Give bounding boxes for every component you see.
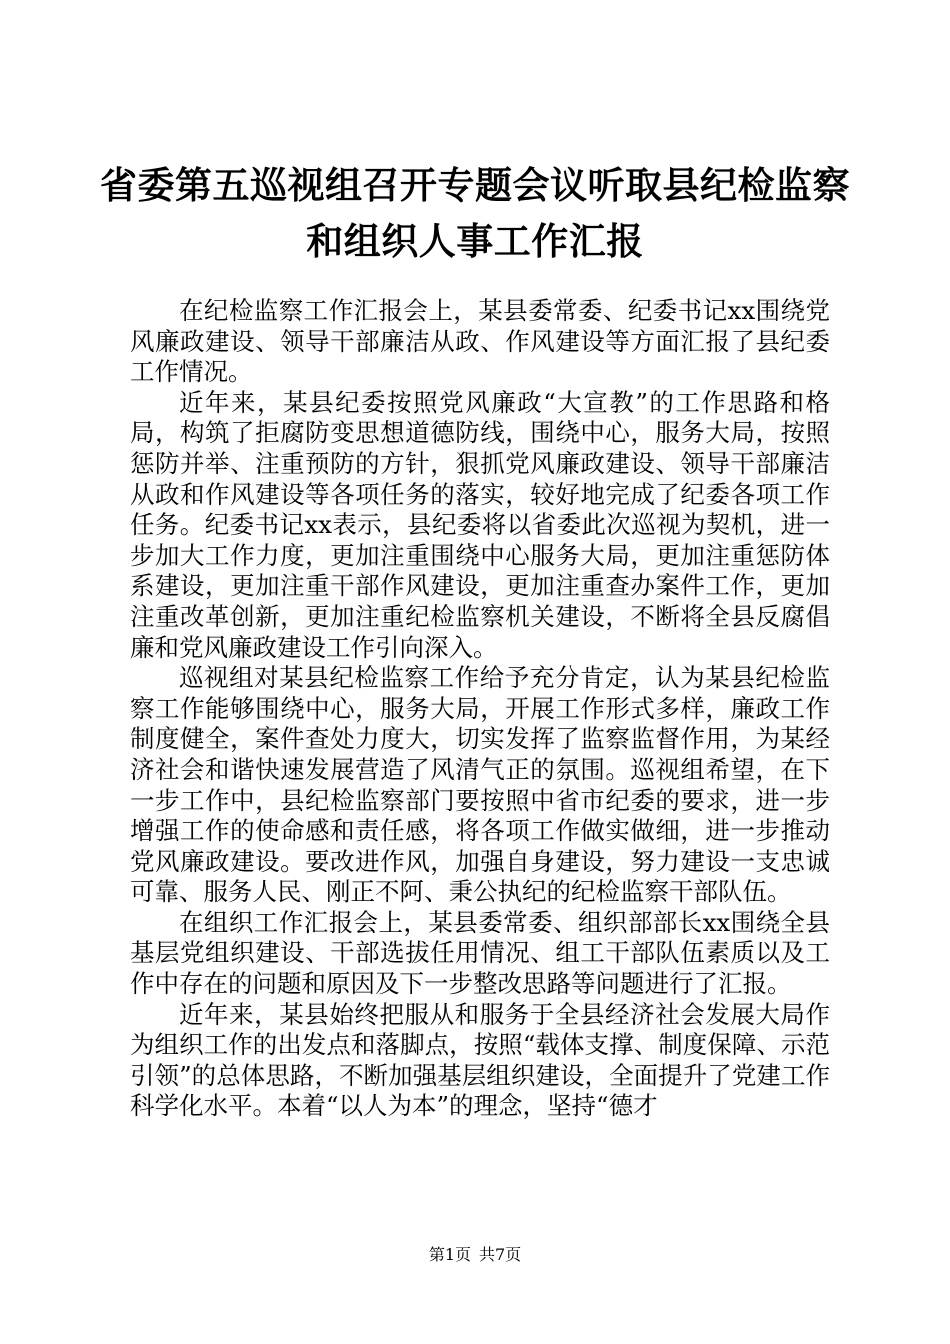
page-footer [0, 1245, 950, 1265]
document-title-line-1: 省委第五巡视组召开专题会议听取县纪检监察 [100, 164, 850, 207]
document-body [130, 296, 830, 1122]
paragraph: 近年来，某县纪委按照党风廉政“大宣教”的工作思路和格局，构筑了拒腐防变思想道德防线，围绕中心，服务大局，按照惩防并举、注重预防的方针，狠抓党风廉政建设、领导干部廉洁从政和作风建设等各项任务的落实，较好地完成了纪委各项工作任务。纪委书记xx表示，县纪委将以省委此次巡视为契机，进一步加大工作力度，更加注重围绕中心服务大局，更加注重惩防体系建设，更加注重干部作风建设，更加注重查办案件工作，更加注重改革创新，更加注重纪检监察机关建设，不断将全县反腐倡廉和党风廉政建设工作引向深入。 [130, 387, 830, 662]
paragraph: 巡视组对某县纪检监察工作给予充分肯定，认为某县纪检监察工作能够围绕中心，服务大局，开展工作形式多样，廉政工作制度健全，案件查处力度大，切实发挥了监察监督作用，为某经济社会和谐快速发展营造了风清气正的氛围。巡视组希望，在下一步工作中，县纪检监察部门要按照中省市纪委的要求，进一步增强工作的使命感和责任感，将各项工作做实做细，进一步推动党风廉政建设。要改进作风，加强自身建设，努力建设一支忠诚可靠、服务人民、刚正不阿、秉公执纪的纪检监察干部队伍。 [130, 663, 830, 907]
page-number: 第1页 [428, 1245, 471, 1264]
paragraph: 在纪检监察工作汇报会上，某县委常委、纪委书记xx围绕党风廉政建设、领导干部廉洁从政、作风建设等方面汇报了县纪委工作情况。 [130, 296, 830, 387]
page-total: 共7页 [479, 1245, 522, 1264]
paragraph: 在组织工作汇报会上，某县委常委、组织部部长xx围绕全县基层党组织建设、干部选拔任用情况、组工干部队伍素质以及工作中存在的问题和原因及下一步整改思路等问题进行了汇报。 [130, 907, 830, 999]
paragraph: 近年来，某县始终把服从和服务于全县经济社会发展大局作为组织工作的出发点和落脚点，按照“载体支撑、制度保障、示范引领”的总体思路，不断加强基层组织建设，全面提升了党建工作科学化水平。本着“以人为本”的理念，坚持“德才 [130, 999, 830, 1121]
document-title-line-2: 和组织人事工作汇报 [306, 220, 644, 263]
